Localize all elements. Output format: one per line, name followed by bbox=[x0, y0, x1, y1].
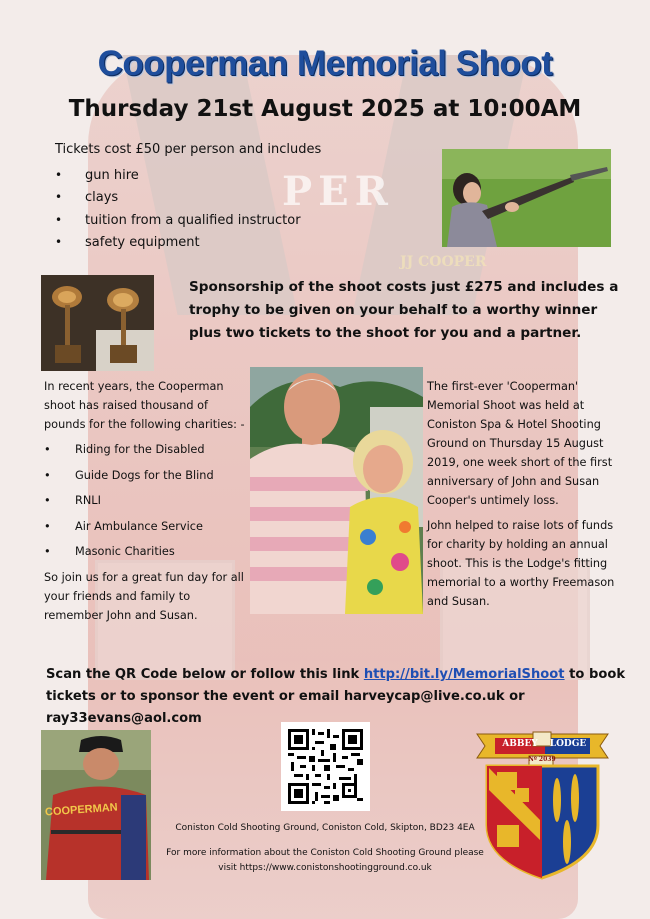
venue-info bbox=[150, 846, 500, 876]
trophy-photo bbox=[41, 275, 154, 371]
charity-item: • Guide Dogs for the Blind bbox=[44, 466, 249, 492]
charity-item: • Riding for the Disabled bbox=[44, 440, 249, 466]
venue-website: visit https://www.conistonshootingground.co.uk bbox=[218, 863, 432, 873]
cta-text-end: to book tickets or to sponsor the event or email harveycap@live.co.uk or ray33evans@aol.com bbox=[46, 667, 626, 726]
tickets-list bbox=[55, 168, 301, 257]
charity-item: • Air Ambulance Service bbox=[44, 517, 249, 543]
sponsorship-text: Sponsorship of the shoot costs just £275 and includes a trophy to be given on your behalf to a worthy winner plus two tickets to the shoot for you and a partner. bbox=[189, 279, 619, 341]
venue-info-line-1: For more information about the Coniston Cold Shooting Ground please bbox=[166, 848, 484, 858]
charities-intro: In recent years, the Cooperman shoot has raised thousand of pounds for the following charities: - bbox=[44, 380, 245, 431]
ticket-item: • tuition from a qualified instructor bbox=[55, 213, 301, 235]
abbey-lodge-crest bbox=[475, 730, 610, 880]
qr-code[interactable] bbox=[281, 722, 370, 811]
venue-address: Coniston Cold Shooting Ground, Coniston Cold, Skipton, BD23 4EA bbox=[175, 823, 475, 833]
history-section bbox=[427, 377, 617, 611]
tickets-intro: Tickets cost £50 per person and includes bbox=[55, 142, 322, 157]
ticket-item: • gun hire bbox=[55, 168, 301, 190]
charities-section bbox=[44, 377, 249, 625]
charity-item: • RNLI bbox=[44, 491, 249, 517]
charity-item: • Masonic Charities bbox=[44, 542, 249, 568]
background-name-text: JJ COOPER bbox=[400, 254, 487, 270]
ticket-item: • safety equipment bbox=[55, 235, 301, 257]
charities-list bbox=[44, 440, 249, 568]
event-date: Thursday 21st August 2025 at 10:00AM bbox=[68, 96, 582, 122]
booking-link[interactable]: http://bit.ly/MemorialShoot bbox=[363, 667, 565, 682]
crest-number: Nº 2039 bbox=[528, 756, 556, 763]
vest-back-text: COOPERMAN bbox=[44, 801, 119, 819]
history-paragraph-2: John helped to raise lots of funds for charity by holding an annual shoot. This is the Lodge's fitting memorial to a worthy Freemason and Susan. bbox=[427, 519, 615, 608]
couple-photo bbox=[250, 367, 423, 614]
crest-banner-left: ABBEY bbox=[502, 739, 538, 749]
cooperman-vest-photo bbox=[41, 730, 151, 880]
shooter-photo bbox=[442, 149, 611, 247]
history-paragraph-1: The first-ever 'Cooperman' Memorial Shoot was held at Coniston Spa & Hotel Shooting Ground on Thursday 15 August 2019, one week short of the first anniversary of John and Susan Cooper's untimely loss. bbox=[427, 380, 613, 507]
cta-text-start: Scan the QR Code below or follow this link bbox=[46, 667, 364, 682]
booking-instructions bbox=[46, 664, 626, 730]
charities-outro: So join us for a great fun day for all your friends and family to remember John and Susan. bbox=[44, 570, 244, 622]
crest-banner-right: LODGE bbox=[549, 739, 587, 749]
background-patch-text: PER bbox=[282, 168, 394, 215]
qr-code-image bbox=[288, 729, 363, 804]
page-title: Cooperman Memorial Shoot bbox=[97, 44, 553, 83]
ticket-item: • clays bbox=[55, 190, 301, 212]
